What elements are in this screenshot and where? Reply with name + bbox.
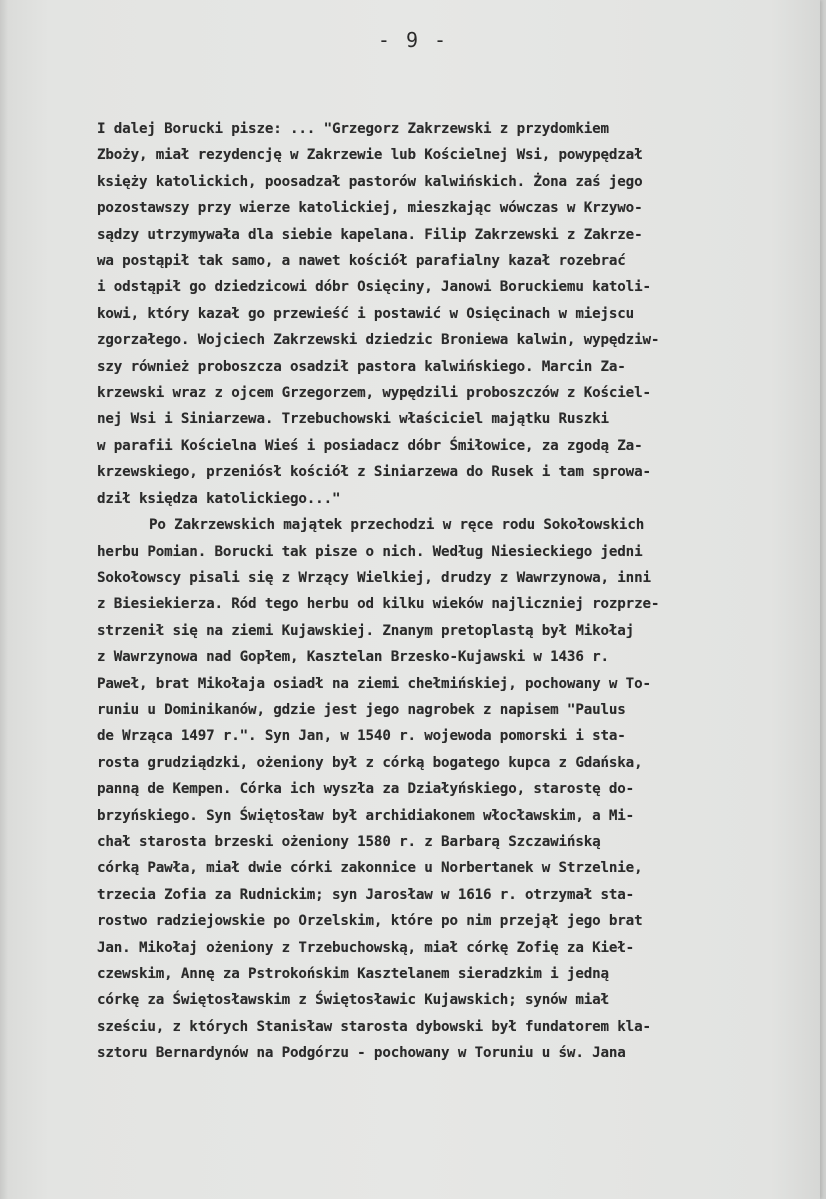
text-line: sztoru Bernardynów na Podgórzu - pochowany w Toruniu u św. Jana	[97, 1045, 626, 1062]
text-line: wa postąpił tak samo, a nawet kościół parafialny kazał rozebrać	[97, 253, 626, 270]
text-line: pozostawszy przy wierze katolickiej, mieszkając wówczas w Krzywo-	[97, 200, 643, 217]
text-line: i odstąpił go dziedzicowi dóbr Osięciny, Janowi Boruckiemu katoli-	[97, 279, 651, 296]
text-line: krzewskiego, przeniósł kościół z Siniarzewa do Rusek i tam sprowa-	[97, 464, 651, 481]
body-text	[97, 116, 802, 1067]
text-line: dził księdza katolickiego..."	[97, 490, 341, 507]
text-line: z Biesiekierza. Ród tego herbu od kilku wieków najliczniej rozprze-	[97, 596, 660, 613]
text-line: I dalej Borucki pisze: ... "Grzegorz Zakrzewski z przydomkiem	[97, 121, 609, 137]
text-line: sześciu, z których Stanisław starosta dybowski był fundatorem kla-	[97, 1018, 651, 1035]
page-edge-shadow	[0, 0, 8, 1199]
text-line: brzyńskiego. Syn Świętosław był archidiakonem włocławskim, a Mi-	[97, 807, 635, 824]
text-line: rostwo radziejowskie po Orzelskim, które po nim przejął jego brat	[97, 913, 643, 930]
text-line: w parafii Kościelna Wieś i posiadacz dóbr Śmiłowice, za zgodą Za-	[97, 437, 643, 454]
text-line: rosta grudziądzki, ożeniony był z córką bogatego kupca z Gdańska,	[97, 754, 643, 771]
text-line: nej Wsi i Siniarzewa. Trzebuchowski właściciel majątku Ruszki	[97, 411, 609, 428]
text-line: zgorzałego. Wojciech Zakrzewski dziedzic Broniewa kalwin, wypędziw-	[97, 332, 660, 349]
text-line: z Wawrzynowa nad Gopłem, Kasztelan Brzesko-Kujawski w 1436 r.	[97, 649, 609, 666]
text-line: czewskim, Annę za Pstrokońskim Kasztelanem sieradzkim i jedną	[97, 966, 609, 982]
text-line: panną de Kempen. Córka ich wyszła za Działyńskiego, starostę do-	[97, 781, 635, 798]
text-line: de Wrząca 1497 r.". Syn Jan, w 1540 r. wojewoda pomorski i sta-	[97, 728, 626, 745]
text-line: Zboży, miał rezydencję w Zakrzewie lub Kościelnej Wsi, powypędzał	[97, 147, 643, 164]
text-line: chał starosta brzeski ożeniony 1580 r. z Barbarą Szczawińską	[97, 833, 601, 850]
text-line: strzenił się na ziemi Kujawskiej. Znanym pretoplastą był Mikołaj	[97, 622, 635, 639]
text-line: Paweł, brat Mikołaja osiadł na ziemi chełmińskiej, pochowany w To-	[97, 675, 651, 692]
paragraph-start-line: Po Zakrzewskich majątek przechodzi w ręce rodu Sokołowskich	[149, 517, 645, 534]
text-line: córką Pawła, miał dwie córki zakonnice u Norbertanek w Strzelnie,	[97, 860, 643, 877]
text-line: trzecia Zofia za Rudnickim; syn Jarosław w 1616 r. otrzymał sta-	[97, 886, 635, 903]
text-line: kowi, który kazał go przewieść i postawić w Osięcinach w miejscu	[97, 305, 635, 322]
text-line: córkę za Świętosławskim z Świętosławic Kujawskich; synów miał	[97, 992, 609, 1009]
text-line: księży katolickich, poosadzał pastorów kalwińskich. Żona zaś jego	[97, 173, 643, 190]
text-line: krzewski wraz z ojcem Grzegorzem, wypędzili proboszczów z Kościel-	[97, 385, 651, 402]
text-line: herbu Pomian. Borucki tak pisze o nich. Według Niesieckiego jedni	[97, 543, 643, 560]
text-line: szy również proboszcza osadził pastora kalwińskiego. Marcin Za-	[97, 358, 626, 375]
text-line: sądzy utrzymywała dla siebie kapelana. Filip Zakrzewski z Zakrze-	[97, 226, 643, 243]
text-line: runiu u Dominikanów, gdzie jest jego nagrobek z napisem "Paulus	[97, 701, 626, 718]
text-line: Sokołowscy pisali się z Wrzący Wielkiej, drudzy z Wawrzynowa, inni	[97, 569, 651, 586]
text-line: Jan. Mikołaj ożeniony z Trzebuchowską, miał córkę Zofię za Kieł-	[97, 939, 635, 956]
page-number: - 9 -	[377, 28, 449, 52]
